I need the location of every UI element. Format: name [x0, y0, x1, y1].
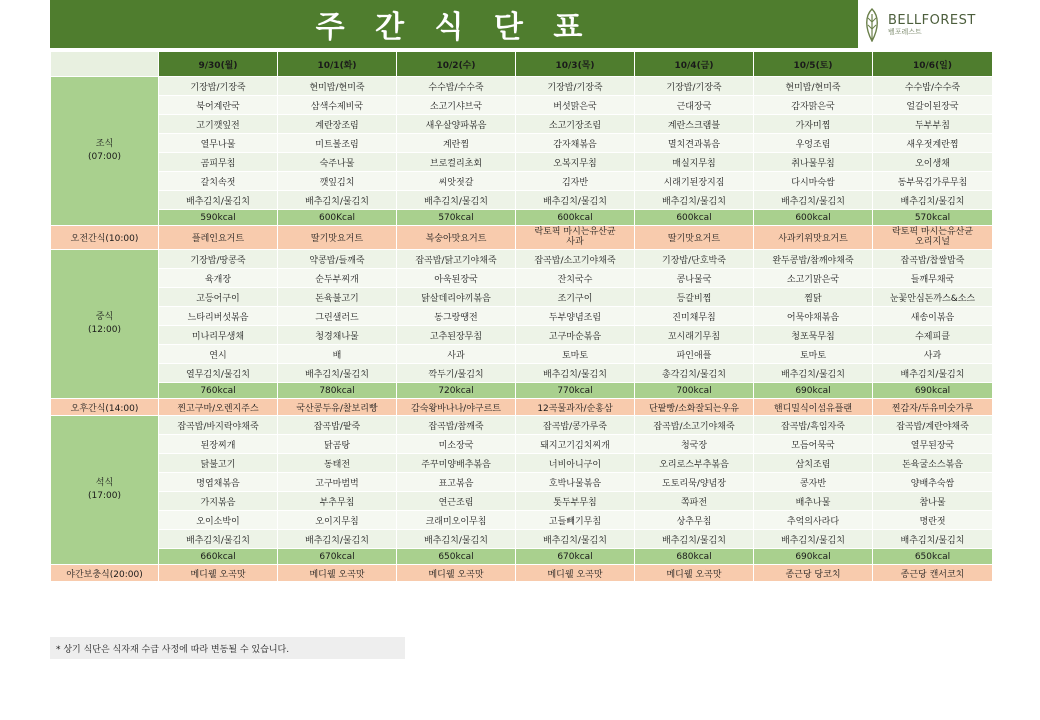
menu-item: 등갈비찜 [635, 288, 754, 307]
menu-item: 도토리묵/양념장 [635, 473, 754, 492]
menu-item: 콩나물국 [635, 269, 754, 288]
snack-item: 메디웰 오곡맛 [397, 565, 516, 582]
day-header: 10/6(일) [873, 52, 993, 77]
snack-item: 메디웰 오곡맛 [278, 565, 397, 582]
menu-item: 추억의사라다 [754, 511, 873, 530]
menu-item: 약콩밥/들깨죽 [278, 250, 397, 269]
menu-item: 고구마순볶음 [516, 326, 635, 345]
menu-item: 가지볶음 [159, 492, 278, 511]
menu-row [51, 473, 993, 492]
menu-item: 매실지무침 [635, 153, 754, 172]
kcal-value: 690kcal [754, 383, 873, 399]
snack-item: 락토픽 마시는유산균 오리지널 [873, 226, 993, 250]
menu-item: 토마토 [754, 345, 873, 364]
menu-item: 표고볶음 [397, 473, 516, 492]
menu-item: 잡곡밥/소고기야채죽 [516, 250, 635, 269]
menu-item: 수제피클 [873, 326, 993, 345]
menu-item: 배추김치/물김치 [516, 364, 635, 383]
menu-item: 배추김치/물김치 [635, 530, 754, 549]
menu-item: 배추김치/물김치 [278, 364, 397, 383]
menu-item: 양배추숙쌈 [873, 473, 993, 492]
snack-label: 오전간식(10:00) [51, 226, 159, 250]
menu-item: 연근조림 [397, 492, 516, 511]
menu-item: 숙주나물 [278, 153, 397, 172]
snack-item: 메디웰 오곡맛 [159, 565, 278, 582]
menu-item: 완두콩밥/참깨야채죽 [754, 250, 873, 269]
menu-item: 잡곡밥/소고기야채죽 [635, 416, 754, 435]
menu-row [51, 435, 993, 454]
logo-english-name: BELLFOREST [888, 13, 976, 28]
menu-row [51, 530, 993, 549]
menu-item: 가자미찜 [754, 115, 873, 134]
menu-item: 콩자반 [754, 473, 873, 492]
snack-item: 국산콩두유/찰보리빵 [278, 399, 397, 416]
menu-item: 잡곡밥/참깨죽 [397, 416, 516, 435]
menu-row [51, 77, 993, 96]
menu-item: 찜닭 [754, 288, 873, 307]
menu-item: 배추김치/물김치 [397, 530, 516, 549]
snack-item: 찐고구마/오렌지주스 [159, 399, 278, 416]
menu-item: 동부묵김가루무침 [873, 172, 993, 191]
menu-item: 느타리버섯볶음 [159, 307, 278, 326]
menu-item: 청경채나물 [278, 326, 397, 345]
menu-row [51, 250, 993, 269]
kcal-value: 660kcal [159, 549, 278, 565]
menu-row [51, 172, 993, 191]
menu-item: 배 [278, 345, 397, 364]
menu-row [51, 454, 993, 473]
menu-item: 열무김치/물김치 [159, 364, 278, 383]
menu-item: 오리로스부추볶음 [635, 454, 754, 473]
menu-item: 배추김치/물김치 [397, 191, 516, 210]
menu-item: 상추무침 [635, 511, 754, 530]
menu-item: 잡곡밥/흑임자죽 [754, 416, 873, 435]
menu-item: 잡곡밥/콩가루죽 [516, 416, 635, 435]
snack-label: 야간보충식(20:00) [51, 565, 159, 582]
menu-item: 기장밥/기장죽 [635, 77, 754, 96]
snack-item: 종근당 캔서코치 [873, 565, 993, 582]
kcal-value: 680kcal [635, 549, 754, 565]
menu-item: 톳두부무침 [516, 492, 635, 511]
menu-item: 갈치속젓 [159, 172, 278, 191]
meal-label [51, 416, 159, 565]
menu-item: 새우살양파볶음 [397, 115, 516, 134]
menu-item: 토마토 [516, 345, 635, 364]
menu-item: 닭살데리야끼볶음 [397, 288, 516, 307]
menu-row [51, 492, 993, 511]
menu-item: 취나물무침 [754, 153, 873, 172]
menu-item: 씨앗젓갈 [397, 172, 516, 191]
kcal-value: 650kcal [873, 549, 993, 565]
snack-row [51, 399, 993, 416]
menu-item: 너비아니구이 [516, 454, 635, 473]
snack-item: 딸기맛요거트 [278, 226, 397, 250]
menu-item: 배추김치/물김치 [159, 530, 278, 549]
menu-item: 육개장 [159, 269, 278, 288]
day-header: 10/3(목) [516, 52, 635, 77]
menu-item: 오복지무침 [516, 153, 635, 172]
meal-time: (12:00) [88, 325, 121, 335]
menu-item: 우엉조림 [754, 134, 873, 153]
menu-item: 고추된장무침 [397, 326, 516, 345]
menu-item: 연시 [159, 345, 278, 364]
snack-item: 핸디밀식이섬유플랜 [754, 399, 873, 416]
menu-row [51, 326, 993, 345]
menu-item: 사과 [873, 345, 993, 364]
meal-time: (07:00) [88, 152, 121, 162]
menu-row [51, 134, 993, 153]
snack-item: 찐감자/두유미숫가루 [873, 399, 993, 416]
menu-row [51, 96, 993, 115]
menu-item: 진미채무침 [635, 307, 754, 326]
page-title: 주 간 식 단 표 [50, 0, 858, 48]
kcal-value: 600kcal [635, 210, 754, 226]
menu-item: 배추김치/물김치 [873, 191, 993, 210]
menu-item: 멸치견과볶음 [635, 134, 754, 153]
snack-item: 감숙왕바나나/야구르트 [397, 399, 516, 416]
snack-item: 메디웰 오곡맛 [635, 565, 754, 582]
menu-item: 두부양념조림 [516, 307, 635, 326]
kcal-value: 770kcal [516, 383, 635, 399]
menu-item: 눈꽃안심돈까스&소스 [873, 288, 993, 307]
menu-item: 미나리무생채 [159, 326, 278, 345]
menu-item: 청포묵무침 [754, 326, 873, 345]
menu-item: 오이생채 [873, 153, 993, 172]
menu-item: 시래기된장지짐 [635, 172, 754, 191]
kcal-value: 590kcal [159, 210, 278, 226]
menu-item: 김자반 [516, 172, 635, 191]
snack-item: 딸기맛요거트 [635, 226, 754, 250]
kcal-value: 570kcal [873, 210, 993, 226]
snack-item: 12곡물과자/순홍삼 [516, 399, 635, 416]
menu-row [51, 345, 993, 364]
menu-item: 배추김치/물김치 [635, 191, 754, 210]
menu-item: 어묵야채볶음 [754, 307, 873, 326]
menu-item: 소고기장조림 [516, 115, 635, 134]
kcal-row [51, 383, 993, 399]
meal-name: 석식 [95, 477, 114, 488]
meal-name: 중식 [95, 311, 114, 322]
menu-item: 사과 [397, 345, 516, 364]
menu-item: 소고기샤브국 [397, 96, 516, 115]
menu-item: 기장밥/기장죽 [516, 77, 635, 96]
menu-item: 잡곡밥/찹쌀밥죽 [873, 250, 993, 269]
menu-item: 파인애플 [635, 345, 754, 364]
menu-item: 쪽파전 [635, 492, 754, 511]
menu-item: 수수밥/수수죽 [873, 77, 993, 96]
menu-item: 배추김치/물김치 [278, 191, 397, 210]
snack-row [51, 565, 993, 582]
menu-item: 버섯맑은국 [516, 96, 635, 115]
footnote: * 상기 식단은 식자재 수급 사정에 따라 변동될 수 있습니다. [50, 637, 405, 659]
menu-item: 북어계란국 [159, 96, 278, 115]
menu-item: 오이소박이 [159, 511, 278, 530]
menu-item: 닭불고기 [159, 454, 278, 473]
menu-item: 호박나물볶음 [516, 473, 635, 492]
meal-label [51, 77, 159, 226]
menu-item: 배추김치/물김치 [278, 530, 397, 549]
menu-row [51, 115, 993, 134]
menu-item: 근대장국 [635, 96, 754, 115]
meal-time: (17:00) [88, 491, 121, 501]
menu-item: 명엽채볶음 [159, 473, 278, 492]
kcal-value: 760kcal [159, 383, 278, 399]
menu-item: 배추나물 [754, 492, 873, 511]
menu-item: 배추김치/물김치 [159, 191, 278, 210]
menu-item: 기장밥/단호박죽 [635, 250, 754, 269]
menu-item: 고들빼기무침 [516, 511, 635, 530]
menu-item: 현미밥/현미죽 [754, 77, 873, 96]
menu-item: 열무된장국 [873, 435, 993, 454]
menu-row [51, 416, 993, 435]
menu-item: 배추김치/물김치 [873, 530, 993, 549]
menu-item: 크래미오이무침 [397, 511, 516, 530]
menu-item: 계란장조림 [278, 115, 397, 134]
menu-item: 새송이볶음 [873, 307, 993, 326]
menu-item: 참나물 [873, 492, 993, 511]
kcal-value: 670kcal [278, 549, 397, 565]
menu-item: 브로컬리초회 [397, 153, 516, 172]
menu-item: 감자맑은국 [754, 96, 873, 115]
header-corner [51, 52, 159, 77]
menu-row [51, 191, 993, 210]
menu-item: 깻잎김치 [278, 172, 397, 191]
menu-item: 청국장 [635, 435, 754, 454]
kcal-value: 670kcal [516, 549, 635, 565]
menu-item: 잡곡밥/계란야채죽 [873, 416, 993, 435]
snack-item: 복숭아맛요거트 [397, 226, 516, 250]
menu-row [51, 511, 993, 530]
menu-item: 미소장국 [397, 435, 516, 454]
leaf-logo-icon [862, 8, 882, 42]
menu-item: 고기깻잎전 [159, 115, 278, 134]
menu-item: 기장밥/땅콩죽 [159, 250, 278, 269]
menu-item: 돈육굴소스볶음 [873, 454, 993, 473]
menu-item: 고구마범벅 [278, 473, 397, 492]
logo-korean-name: 벨포레스트 [888, 28, 922, 36]
menu-item: 잡곡밥/바지락야채죽 [159, 416, 278, 435]
menu-item: 된장찌개 [159, 435, 278, 454]
menu-row [51, 269, 993, 288]
menu-item: 배추김치/물김치 [754, 191, 873, 210]
menu-item: 고등어구이 [159, 288, 278, 307]
menu-item: 총각김치/물김치 [635, 364, 754, 383]
kcal-value: 570kcal [397, 210, 516, 226]
snack-item: 메디웰 오곡맛 [516, 565, 635, 582]
day-header: 10/1(화) [278, 52, 397, 77]
menu-item: 동태전 [278, 454, 397, 473]
menu-item: 배추김치/물김치 [754, 530, 873, 549]
menu-item: 잔치국수 [516, 269, 635, 288]
kcal-value: 600kcal [516, 210, 635, 226]
snack-item: 단팥빵/소화잘되는우유 [635, 399, 754, 416]
kcal-row [51, 549, 993, 565]
menu-item: 계란스크램블 [635, 115, 754, 134]
kcal-value: 780kcal [278, 383, 397, 399]
menu-item: 오이지무침 [278, 511, 397, 530]
menu-item: 열무나물 [159, 134, 278, 153]
menu-row [51, 153, 993, 172]
kcal-value: 690kcal [754, 549, 873, 565]
menu-item: 그린샐러드 [278, 307, 397, 326]
menu-item: 삼치조림 [754, 454, 873, 473]
menu-item: 기장밥/기장죽 [159, 77, 278, 96]
menu-item: 미트볼조림 [278, 134, 397, 153]
kcal-value: 650kcal [397, 549, 516, 565]
snack-label: 오후간식(14:00) [51, 399, 159, 416]
menu-item: 감자채볶음 [516, 134, 635, 153]
menu-row [51, 288, 993, 307]
snack-item: 종근당 당코치 [754, 565, 873, 582]
menu-item: 들깨무채국 [873, 269, 993, 288]
menu-item: 배추김치/물김치 [754, 364, 873, 383]
menu-item: 배추김치/물김치 [516, 191, 635, 210]
menu-item: 배추김치/물김치 [873, 364, 993, 383]
snack-item: 플레인요거트 [159, 226, 278, 250]
day-header: 10/5(토) [754, 52, 873, 77]
menu-item: 닭곰탕 [278, 435, 397, 454]
menu-item: 꼬시래기무침 [635, 326, 754, 345]
menu-item: 깍두기/물김치 [397, 364, 516, 383]
kcal-value: 600kcal [754, 210, 873, 226]
day-header: 10/2(수) [397, 52, 516, 77]
menu-item: 얼갈이된장국 [873, 96, 993, 115]
menu-item: 잡곡밥/팥죽 [278, 416, 397, 435]
menu-item: 소고기맑은국 [754, 269, 873, 288]
menu-item: 새우젓계란찜 [873, 134, 993, 153]
kcal-value: 700kcal [635, 383, 754, 399]
menu-item: 현미밥/현미죽 [278, 77, 397, 96]
kcal-value: 720kcal [397, 383, 516, 399]
menu-item: 돼지고기김치찌개 [516, 435, 635, 454]
snack-item: 사과키위맛요거트 [754, 226, 873, 250]
menu-item: 동그랑땡전 [397, 307, 516, 326]
kcal-row [51, 210, 993, 226]
weekly-menu-table [50, 51, 993, 582]
menu-item: 배추김치/물김치 [516, 530, 635, 549]
menu-item: 두부부침 [873, 115, 993, 134]
menu-item: 곰피무침 [159, 153, 278, 172]
menu-item: 잡곡밥/닭고기야채죽 [397, 250, 516, 269]
menu-item: 주꾸미양배추볶음 [397, 454, 516, 473]
menu-item: 순두부찌개 [278, 269, 397, 288]
menu-item: 돈육불고기 [278, 288, 397, 307]
day-header: 9/30(월) [159, 52, 278, 77]
menu-item: 다시마숙쌈 [754, 172, 873, 191]
menu-item: 부추무침 [278, 492, 397, 511]
day-header-row [51, 52, 993, 77]
menu-row [51, 364, 993, 383]
menu-item: 조기구이 [516, 288, 635, 307]
menu-item: 수수밥/수수죽 [397, 77, 516, 96]
brand-logo [862, 2, 992, 48]
meal-label [51, 250, 159, 399]
menu-item: 모듬어묵국 [754, 435, 873, 454]
menu-item: 계란찜 [397, 134, 516, 153]
snack-item: 락토픽 마시는유산균 사과 [516, 226, 635, 250]
menu-item: 삼색수제비국 [278, 96, 397, 115]
snack-row [51, 226, 993, 250]
kcal-value: 690kcal [873, 383, 993, 399]
menu-item: 아욱된장국 [397, 269, 516, 288]
menu-row [51, 307, 993, 326]
day-header: 10/4(금) [635, 52, 754, 77]
kcal-value: 600Kcal [278, 210, 397, 226]
menu-item: 명란젓 [873, 511, 993, 530]
meal-name: 조식 [95, 138, 114, 149]
